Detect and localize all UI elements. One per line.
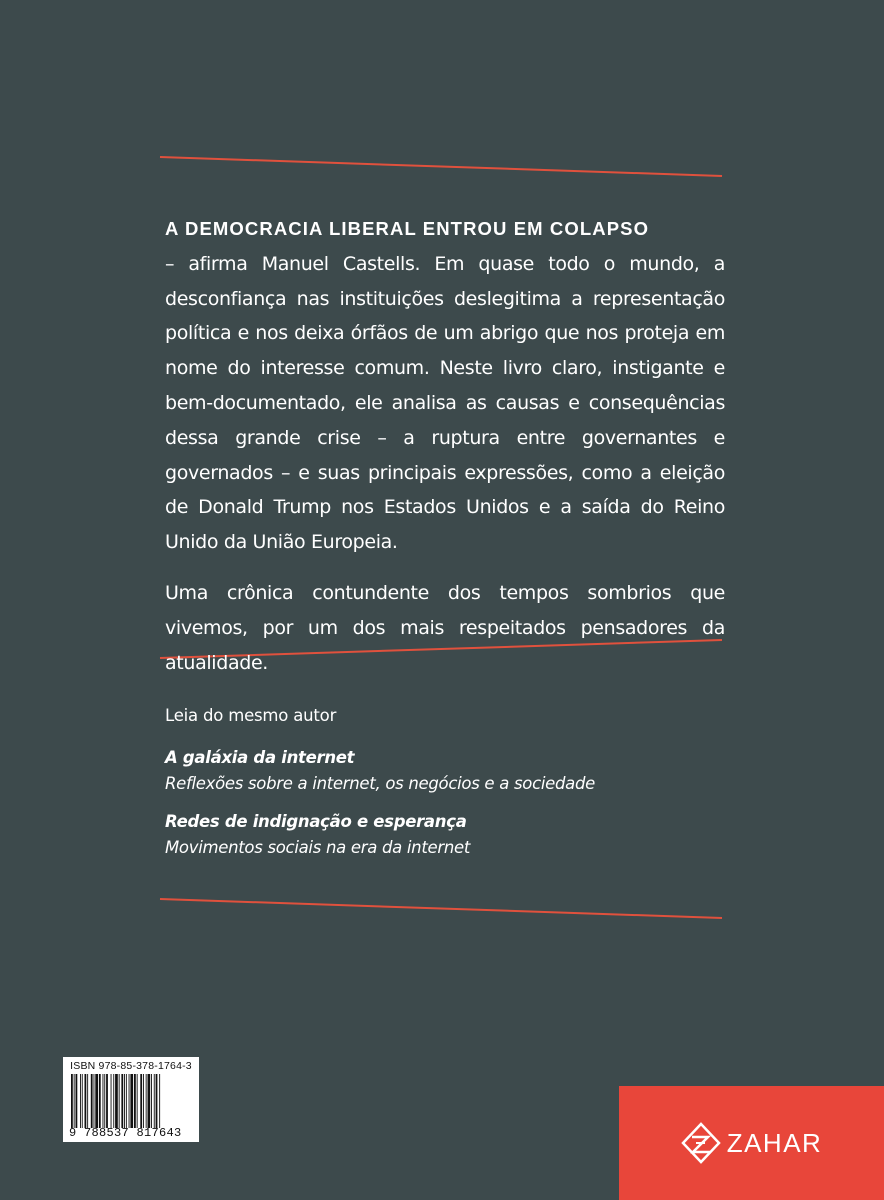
book-entry — [165, 809, 725, 861]
blurb-paragraph-2: Uma crônica contundente dos tempos sombrios que vivemos, por um dos mais respeitados pensadores da atualidade. — [165, 581, 725, 674]
barcode-bars — [69, 1074, 193, 1128]
book-title: Redes de indignação e esperança — [165, 812, 467, 831]
publisher-logo — [681, 1122, 823, 1164]
divider-rule-bottom — [160, 899, 722, 918]
book-subtitle: Reflexões sobre a internet, os negócios e a sociedade — [165, 774, 595, 793]
more-by-author-heading: Leia do mesmo autor — [165, 706, 337, 725]
blurb-paragraph-1-text: – afirma Manuel Castells. Em quase todo o mundo, a desconfiança nas instituições deslegitima a representação política e nos deixa órfãos de um abrigo que nos proteja em nome do interesse comum. Neste livro claro, instigante e bem-documentado, ele analisa as causas e consequências dessa grande crise – a ruptura entre governantes e governados – e suas principais expressões, como a eleição de Donald Trump nos Estados Unidos e a saída do Reino Unido da União Europeia. — [165, 252, 725, 554]
book-title: A galáxia da internet — [165, 748, 355, 767]
more-by-author-section — [165, 703, 725, 873]
isbn-barcode — [63, 1057, 199, 1142]
blurb-lead-caps: A DEMOCRACIA LIBERAL ENTROU EM COLAPSO — [165, 218, 650, 239]
publisher-name: ZAHAR — [726, 1127, 823, 1158]
book-entry — [165, 745, 725, 797]
blurb-paragraph-1 — [165, 212, 725, 560]
divider-rule-top — [160, 157, 722, 176]
barcode-digits: 9 788537 817643 — [69, 1126, 182, 1140]
publisher-block — [619, 1086, 884, 1200]
book-subtitle: Movimentos sociais na era da internet — [165, 838, 471, 857]
zahar-logo-icon — [681, 1122, 721, 1164]
isbn-label: ISBN 978-85-378-1764-3 — [70, 1060, 192, 1072]
back-cover-blurb — [165, 212, 725, 680]
